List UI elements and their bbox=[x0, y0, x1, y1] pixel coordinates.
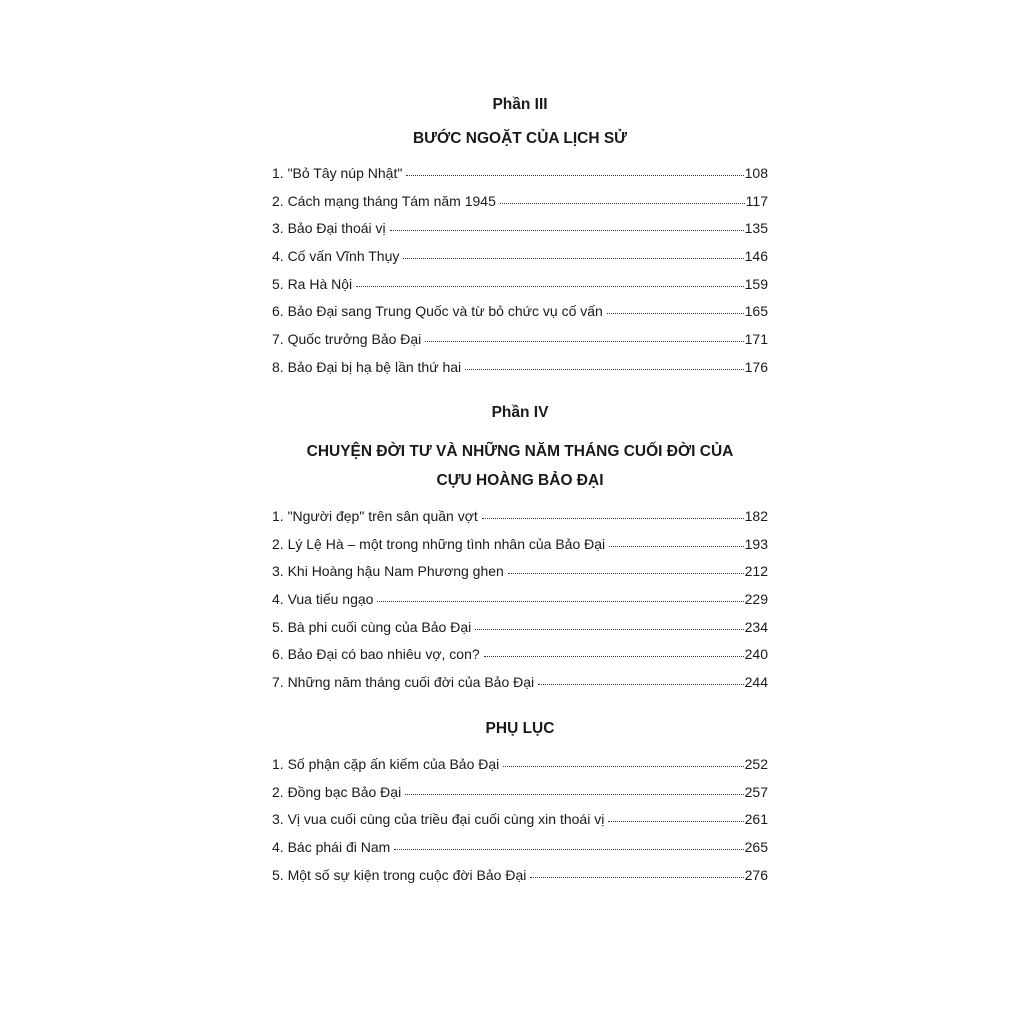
appendix-title: PHỤ LỤC bbox=[485, 720, 555, 737]
toc-entry bbox=[272, 563, 768, 591]
part4-title-line2: CỰU HOÀNG BẢO ĐẠI bbox=[436, 472, 604, 489]
dot-leader bbox=[608, 811, 743, 822]
toc-entry-title: 5. Ra Hà Nội bbox=[272, 275, 353, 292]
toc-entry-page-number: 257 bbox=[744, 783, 768, 800]
toc-entry-title: 4. Vua tiếu ngạo bbox=[272, 591, 374, 608]
toc-entry bbox=[272, 674, 768, 702]
dot-leader bbox=[503, 756, 743, 767]
toc-entry-title: 2. Cách mạng tháng Tám năm 1945 bbox=[272, 192, 496, 209]
toc-entry bbox=[272, 165, 768, 193]
appendix-toc-list bbox=[272, 756, 768, 894]
dot-leader bbox=[377, 591, 743, 602]
toc-entry bbox=[272, 248, 768, 276]
toc-entry-title: 1. "Người đẹp" trên sân quần vợt bbox=[272, 508, 478, 524]
part3-label: Phần III bbox=[492, 96, 548, 113]
toc-entry bbox=[272, 508, 768, 536]
dot-leader bbox=[484, 646, 744, 657]
toc-entry-title: 2. Đồng bạc Bảo Đại bbox=[272, 783, 402, 800]
toc-entry-page-number: 117 bbox=[745, 192, 768, 209]
toc-entry bbox=[272, 839, 768, 867]
toc-entry-page-number: 146 bbox=[744, 248, 768, 265]
toc-entry-title: 6. Bảo Đại có bao nhiêu vợ, con? bbox=[272, 646, 480, 663]
toc-entry-title: 8. Bảo Đại bị hạ bệ lần thứ hai bbox=[272, 358, 462, 375]
part4-toc-list bbox=[272, 508, 768, 702]
dot-leader bbox=[405, 784, 743, 795]
toc-entry-page-number: 261 bbox=[744, 811, 768, 828]
part3-toc-list bbox=[272, 165, 768, 387]
dot-leader bbox=[406, 165, 743, 176]
toc-entry-title: 3. Khi Hoàng hậu Nam Phương ghen bbox=[272, 563, 504, 580]
dot-leader bbox=[609, 536, 743, 547]
toc-entry-title: 3. Bảo Đại thoái vị bbox=[272, 220, 386, 237]
toc-entry bbox=[272, 359, 768, 387]
toc-entry-page-number: 159 bbox=[744, 275, 768, 292]
dot-leader bbox=[530, 867, 743, 878]
toc-entry bbox=[272, 331, 768, 359]
toc-entry-title: 6. Bảo Đại sang Trung Quốc và từ bỏ chức vụ cố vấn bbox=[272, 303, 603, 320]
toc-entry-page-number: 176 bbox=[744, 358, 768, 375]
dot-leader bbox=[403, 248, 743, 259]
toc-entry bbox=[272, 303, 768, 331]
toc-entry bbox=[272, 756, 768, 784]
toc-entry-title: 5. Bà phi cuối cùng của Bảo Đại bbox=[272, 618, 472, 635]
toc-entry bbox=[272, 646, 768, 674]
toc-entry-page-number: 193 bbox=[744, 535, 768, 552]
toc-entry bbox=[272, 784, 768, 812]
part4-label: Phần IV bbox=[491, 404, 549, 421]
dot-leader bbox=[475, 619, 743, 630]
toc-entry-title: 3. Vị vua cuối cùng của triều đại cuối cùng xin thoái vị bbox=[272, 811, 605, 828]
part3-title: BƯỚC NGOẶT CỦA LỊCH SỬ bbox=[412, 130, 628, 147]
toc-entry-title: 5. Một số sự kiện trong cuộc đời Bảo Đại bbox=[272, 866, 527, 883]
toc-entry bbox=[272, 220, 768, 248]
toc-entry-page-number: 212 bbox=[744, 563, 768, 580]
toc-entry-title: 4. Cố vấn Vĩnh Thụy bbox=[272, 248, 400, 265]
toc-entry-page-number: 240 bbox=[744, 646, 768, 663]
dot-leader bbox=[394, 839, 743, 850]
toc-entry-title: 1. "Bỏ Tây núp Nhật" bbox=[272, 165, 403, 181]
toc-entry-page-number: 171 bbox=[744, 331, 768, 348]
toc-entry bbox=[272, 193, 768, 221]
toc-entry-page-number: 108 bbox=[744, 165, 768, 181]
toc-entry-page-number: 234 bbox=[744, 618, 768, 635]
toc-entry bbox=[272, 536, 768, 564]
toc-entry-title: 2. Lý Lệ Hà – một trong những tình nhân của Bảo Đại bbox=[272, 535, 606, 552]
dot-leader bbox=[482, 508, 744, 519]
part4-title-line1: CHUYỆN ĐỜI TƯ VÀ NHỮNG NĂM THÁNG CUỐI ĐỜI CỦA bbox=[306, 443, 734, 460]
toc-entry-title: 7. Những năm tháng cuối đời của Bảo Đại bbox=[272, 674, 535, 691]
toc-entry-title: 4. Bác phái đi Nam bbox=[272, 839, 391, 856]
toc-entry-page-number: 265 bbox=[744, 839, 768, 856]
dot-leader bbox=[508, 563, 744, 574]
toc-entry bbox=[272, 619, 768, 647]
toc-entry-page-number: 252 bbox=[744, 756, 768, 772]
dot-leader bbox=[465, 359, 743, 370]
toc-entry bbox=[272, 591, 768, 619]
toc-entry-page-number: 229 bbox=[744, 591, 768, 608]
toc-entry-page-number: 182 bbox=[744, 508, 768, 524]
dot-leader bbox=[356, 276, 743, 287]
dot-leader bbox=[425, 331, 743, 342]
toc-entry-page-number: 244 bbox=[744, 674, 768, 691]
dot-leader bbox=[500, 193, 745, 204]
toc-entry-page-number: 165 bbox=[744, 303, 768, 320]
dot-leader bbox=[607, 303, 744, 314]
toc-entry-page-number: 276 bbox=[744, 866, 768, 883]
toc-entry bbox=[272, 276, 768, 304]
toc-entry-title: 1. Số phận cặp ấn kiếm của Bảo Đại bbox=[272, 756, 500, 772]
dot-leader bbox=[390, 220, 744, 231]
dot-leader bbox=[538, 674, 743, 685]
toc-entry-title: 7. Quốc trưởng Bảo Đại bbox=[272, 331, 422, 348]
toc-entry-page-number: 135 bbox=[744, 220, 768, 237]
toc-entry bbox=[272, 867, 768, 895]
toc-entry bbox=[272, 811, 768, 839]
